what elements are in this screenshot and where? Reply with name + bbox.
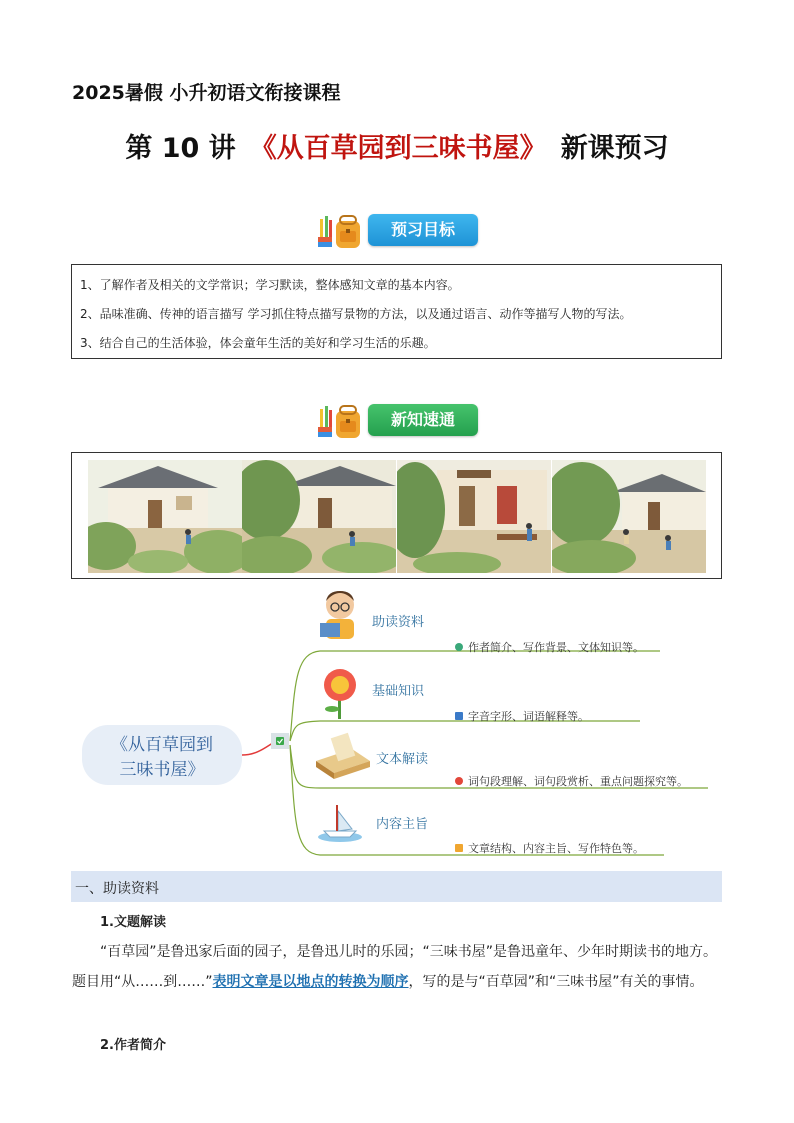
boy-reading-icon — [320, 591, 354, 639]
mindmap-root-line1: 《从百草园到 — [111, 735, 213, 755]
books-icon — [316, 733, 370, 779]
goals-label: 预习目标 — [368, 214, 478, 246]
study-room-illustration — [397, 460, 551, 573]
lesson-title: 《从百草园到三味书屋》 — [249, 133, 547, 164]
flower-icon — [324, 669, 356, 719]
subheading: 1.文题解读 — [100, 915, 166, 930]
school-supplies-icon — [316, 401, 366, 441]
boat-icon — [318, 805, 362, 842]
paragraph — [72, 937, 722, 997]
goal-item: 2、品味准确、传神的语言描写 学习抓住特点描写景物的方法，以及通过语言、动作等描写人物的写法。 — [80, 307, 632, 321]
branch-title: 助读资料 — [372, 615, 425, 630]
section-title: 一、助读资料 — [75, 881, 159, 897]
bullet-icon — [455, 643, 463, 651]
bullet-icon — [455, 712, 463, 720]
lesson-suffix: 新课预习 — [560, 133, 669, 164]
section-header — [71, 871, 722, 902]
bullet-icon — [455, 777, 463, 785]
goals-box — [71, 264, 722, 359]
bullet-icon — [455, 844, 463, 852]
school-supplies-icon — [316, 211, 366, 251]
branch-title: 文本解读 — [376, 752, 429, 767]
courtyard-illustration — [88, 460, 242, 573]
goal-item: 3、结合自己的生活体验，体会童年生活的美好和学习生活的乐趣。 — [80, 336, 436, 350]
branch-detail: 文章结构、内容主旨、写作特色等。 — [468, 842, 644, 855]
goal-item: 1、了解作者及相关的文学常识；学习默读，整体感知文章的基本内容。 — [80, 278, 460, 292]
mindmap-root-line2: 三味书屋》 — [119, 760, 205, 780]
paragraph-text: “百草园”是鲁迅家后面的园子，是鲁迅儿时的乐园；“三味书屋”是鲁迅童年、少年时期读书的地方。题目用“从……到……” — [72, 944, 718, 990]
highlighted-text: 表明文章是以地点的转换为顺序 — [212, 974, 409, 990]
lesson-number: 第 10 讲 — [125, 133, 236, 164]
subheading: 2.作者简介 — [100, 1038, 166, 1053]
branch-detail: 词句段理解、词句段赏析、重点问题探究等。 — [468, 775, 688, 788]
branch-title: 内容主旨 — [376, 817, 429, 832]
branch-detail: 作者简介、写作背景、文体知识等。 — [468, 641, 644, 654]
branch-detail: 字音字形、词语解释等。 — [468, 710, 589, 723]
courtyard-illustration — [552, 460, 706, 573]
branch-title: 基础知识 — [372, 684, 425, 699]
courtyard-illustration — [242, 460, 396, 573]
check-icon — [276, 737, 284, 745]
mindmap — [80, 585, 720, 865]
course-header: 2025暑假 小升初语文衔接课程 — [72, 82, 341, 104]
knowledge-label: 新知速通 — [368, 404, 478, 436]
lesson-title-line — [0, 126, 794, 165]
paragraph-text: ，写的是与“百草园”和“三味书屋”有关的事情。 — [408, 974, 704, 990]
illustration-frame — [71, 452, 722, 579]
